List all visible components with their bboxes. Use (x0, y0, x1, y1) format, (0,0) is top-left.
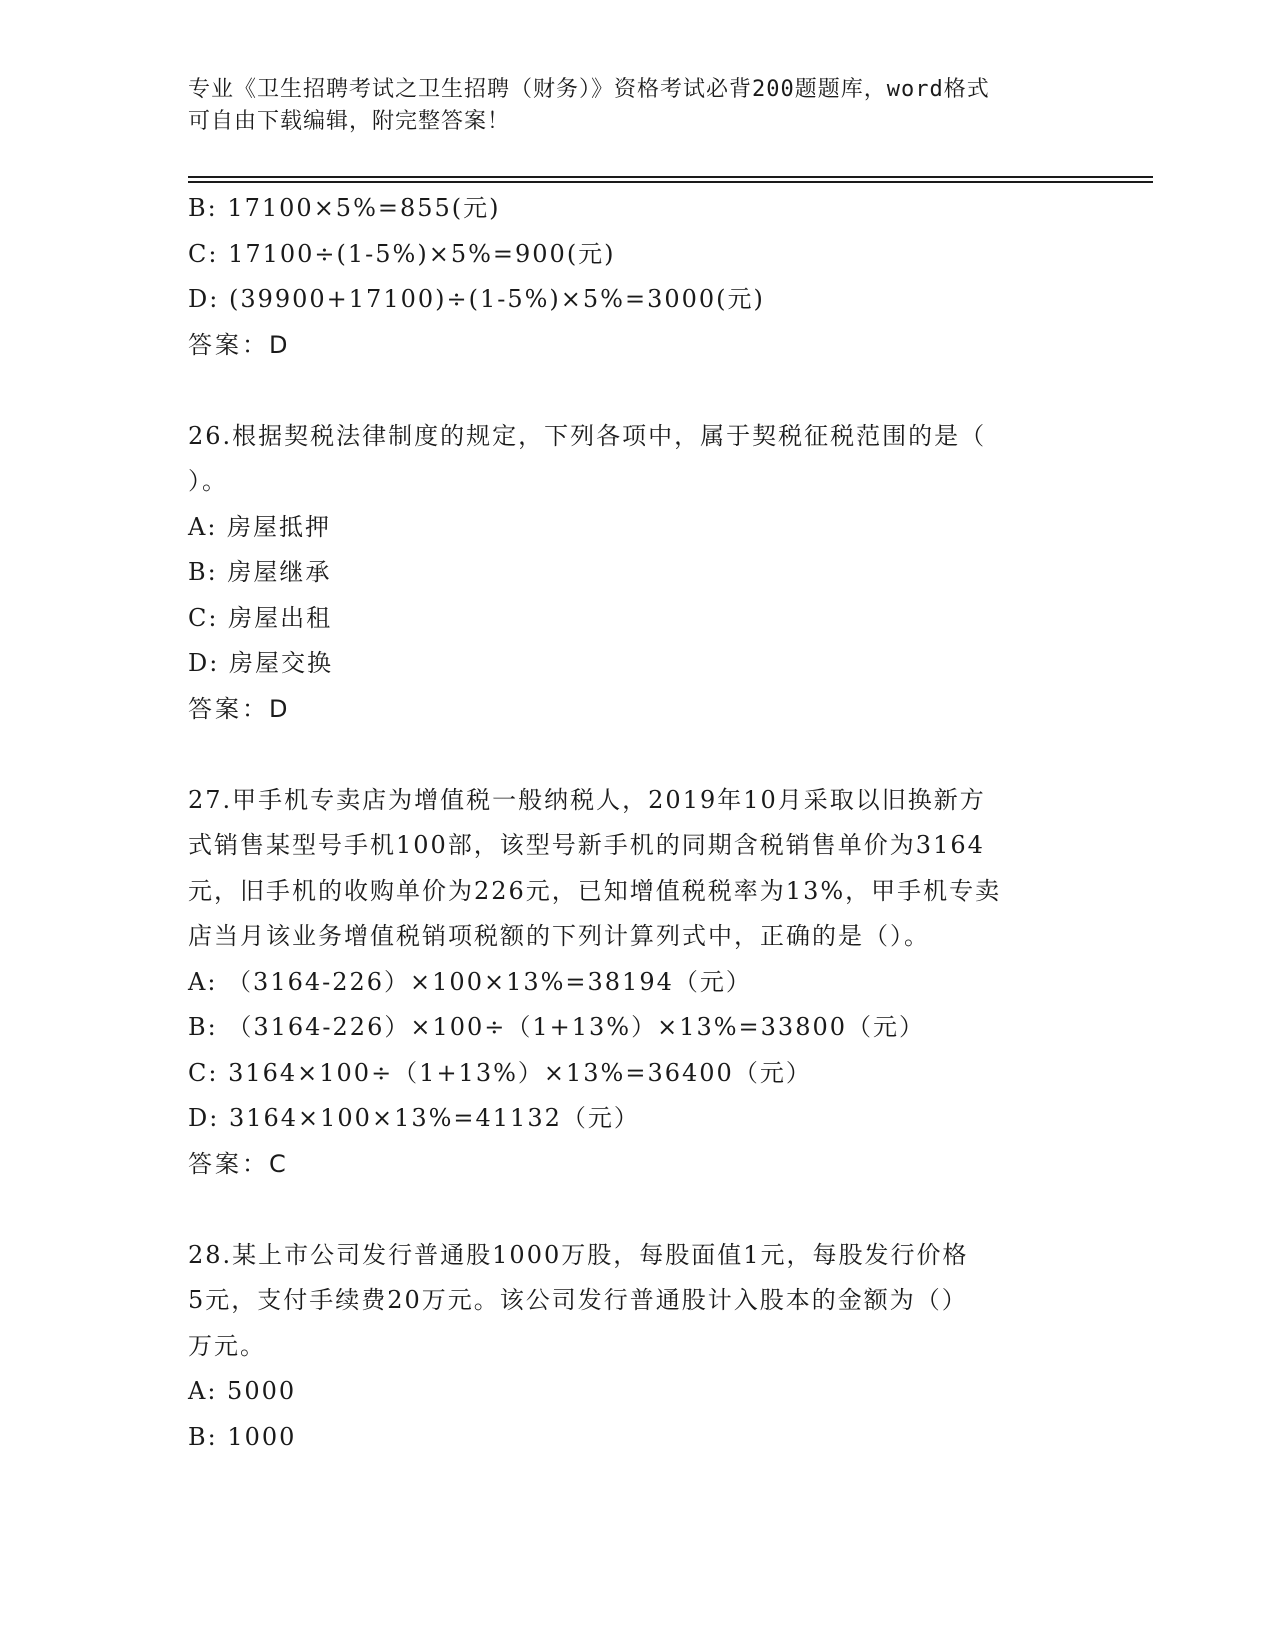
question-stem-line: 式销售某型号手机100部，该型号新手机的同期含税销售单价为3164 (188, 831, 985, 859)
answer-line: 答案：D (188, 694, 291, 723)
option-d: D: (39900+17100)÷(1-5%)×5%=3000(元) (188, 285, 765, 313)
spacer (188, 732, 1088, 778)
question-stem-line: 26.根据契税法律制度的规定，下列各项中，属于契税征税范围的是（ (188, 421, 987, 450)
question-25-tail (188, 186, 1088, 368)
question-stem-line: 店当月该业务增值税销项税额的下列计算列式中，正确的是（）。 (188, 922, 930, 950)
option-c: C: 17100÷(1-5%)×5%=900(元) (188, 239, 616, 268)
question-stem-line: 28.某上市公司发行普通股1000万股，每股面值1元，每股发行价格 (188, 1240, 969, 1269)
question-stem-line: 5元，支付手续费20万元。该公司发行普通股计入股本的金额为（） (188, 1286, 968, 1314)
header-line-2: 可自由下载编辑，附完整答案！ (188, 109, 511, 134)
option-c: C: 3164×100÷（1+13%）×13%=36400（元） (188, 1058, 812, 1087)
option-b: B: 17100×5%=855(元) (188, 194, 501, 222)
document-body (188, 186, 1088, 1460)
page-header (188, 74, 1088, 138)
question-stem-line: ）。 (188, 467, 228, 495)
option-d: D: 房屋交换 (188, 649, 333, 677)
answer-line: 答案：D (188, 330, 291, 359)
question-28 (188, 1233, 1088, 1461)
question-stem-line: 万元。 (188, 1331, 266, 1360)
option-d: D: 3164×100×13%=41132（元） (188, 1104, 640, 1132)
header-rule-bottom (188, 181, 1153, 183)
spacer (188, 1187, 1088, 1233)
question-stem-line: 27.甲手机专卖店为增值税一般纳税人，2019年10月采取以旧换新方 (188, 785, 986, 814)
option-a: A: 房屋抵押 (188, 512, 332, 541)
option-c: C: 房屋出租 (188, 603, 333, 632)
spacer (188, 368, 1088, 414)
option-b: B: 1000 (188, 1422, 297, 1451)
option-a: A: （3164-226）×100×13%=38194（元） (188, 967, 752, 996)
question-stem-line: 元，旧手机的收购单价为226元，已知增值税税率为13%，甲手机专卖 (188, 876, 1002, 905)
header-rule-top (188, 176, 1153, 178)
option-b: B: 房屋继承 (188, 558, 332, 586)
question-26 (188, 414, 1088, 733)
header-line-1: 专业《卫生招聘考试之卫生招聘（财务）》资格考试必背200题题库，word格式 (188, 77, 990, 102)
question-27 (188, 778, 1088, 1188)
option-a: A: 5000 (188, 1377, 297, 1405)
option-b: B: （3164-226）×100÷（1+13%）×13%=33800（元） (188, 1013, 926, 1041)
answer-line: 答案：C (188, 1149, 289, 1178)
